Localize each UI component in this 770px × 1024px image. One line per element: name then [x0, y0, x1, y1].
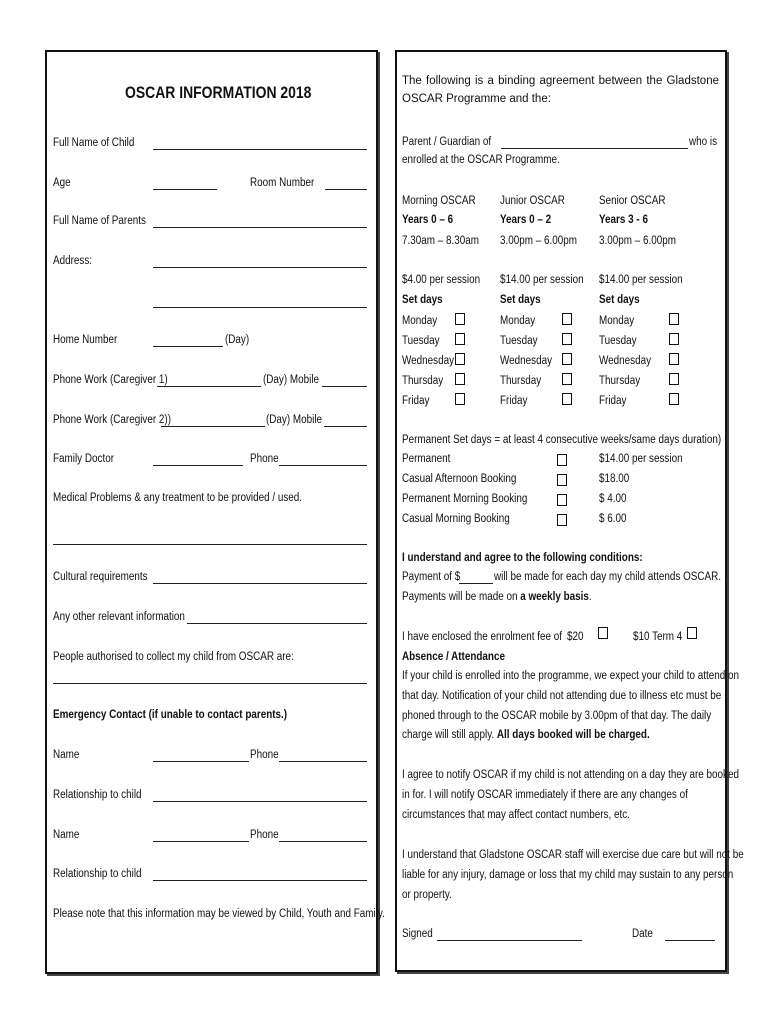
column-time: 7.30am – 8.30am [402, 235, 479, 247]
fee-20-checkbox[interactable] [598, 627, 608, 639]
age-label: Age [53, 177, 71, 189]
phone-work-2-label: Phone Work (Caregiver 2)) [53, 414, 171, 426]
relationship-2-field[interactable] [153, 880, 367, 881]
day-checkbox-wednesday[interactable] [562, 353, 572, 365]
agreement-panel [395, 50, 744, 972]
booking-checkbox[interactable] [557, 474, 567, 486]
booking-price: $ 4.00 [599, 493, 627, 505]
other-info-label: Any other relevant information [53, 611, 185, 623]
column-time: 3.00pm – 6.00pm [599, 235, 676, 247]
address-label: Address: [53, 255, 93, 267]
notify-line: in for. I will notify OSCAR immediately if there are any changes of [402, 789, 688, 801]
booking-label: Casual Morning Booking [402, 513, 510, 525]
column-name: Morning OSCAR [402, 195, 476, 207]
day-checkbox-thursday[interactable] [562, 373, 572, 385]
cultural-field[interactable] [153, 583, 367, 584]
column-years: Years 0 – 2 [500, 214, 552, 226]
authorised-field[interactable] [53, 683, 367, 684]
day-checkbox-monday[interactable] [562, 313, 572, 325]
permanent-note: Permanent Set days = at least 4 consecutive weeks/same days duration) [402, 434, 722, 446]
day-label-thursday: Thursday [402, 375, 444, 387]
day-checkbox-thursday[interactable] [455, 373, 465, 385]
fee-20-label: $20 [567, 631, 584, 643]
day-checkbox-tuesday[interactable] [669, 333, 679, 345]
column-set-days: Set days [402, 294, 443, 306]
date-label: Date [632, 928, 653, 940]
day-label-monday: Monday [402, 315, 438, 327]
payment-label-a: Payment of $ [402, 571, 461, 583]
mobile-2-field[interactable] [324, 426, 367, 427]
payment-amount-field[interactable] [459, 583, 493, 584]
home-number-label: Home Number [53, 334, 118, 346]
payment-label-b: will be made for each day my child attends OSCAR. [494, 571, 722, 583]
home-number-field[interactable] [153, 346, 223, 347]
column-price: $14.00 per session [500, 274, 584, 286]
form-title: OSCAR INFORMATION 2018 [125, 83, 312, 102]
care-line: I understand that Gladstone OSCAR staff will exercise due care but will not be [402, 849, 744, 861]
day-checkbox-wednesday[interactable] [455, 353, 465, 365]
medical-label: Medical Problems & any treatment to be provided / used. [53, 492, 303, 504]
absence-line: If your child is enrolled into the programme, we expect your child to attend on [402, 670, 739, 682]
phone-work-1-label: Phone Work (Caregiver 1) [53, 374, 168, 386]
room-number-field[interactable] [325, 189, 367, 190]
day-label-wednesday: Wednesday [402, 355, 455, 367]
enrolment-fee-label: I have enclosed the enrolment fee of [402, 631, 563, 643]
absence-line: phoned through to the OSCAR mobile by 3.00pm of that day. The daily [402, 710, 712, 722]
authorised-label: People authorised to collect my child from OSCAR are: [53, 651, 294, 663]
column-set-days: Set days [500, 294, 541, 306]
day-checkbox-tuesday[interactable] [562, 333, 572, 345]
booking-checkbox[interactable] [557, 514, 567, 526]
emergency-name-2-field[interactable] [153, 841, 249, 842]
notify-line: I agree to notify OSCAR if my child is not attending on a day they are booked [402, 769, 739, 781]
absence-heading: Absence / Attendance [402, 651, 505, 663]
privacy-note: Please note that this information may be viewed by Child, Youth and Family. [53, 908, 385, 920]
child-name-field[interactable] [501, 148, 688, 149]
fee-term4-checkbox[interactable] [687, 627, 697, 639]
emergency-name-1-label: Name [53, 749, 80, 761]
day-checkbox-friday[interactable] [669, 393, 679, 405]
day-checkbox-monday[interactable] [669, 313, 679, 325]
family-doctor-field[interactable] [153, 465, 243, 466]
signed-label: Signed [402, 928, 433, 940]
doctor-phone-label: Phone [250, 453, 279, 465]
date-field[interactable] [665, 940, 715, 941]
day-label-thursday: Thursday [599, 375, 641, 387]
day-label-thursday: Thursday [500, 375, 542, 387]
emergency-phone-2-field[interactable] [279, 841, 367, 842]
emergency-phone-1-field[interactable] [279, 761, 367, 762]
day-label-monday: Monday [599, 315, 635, 327]
phone-work-1-field[interactable] [157, 386, 261, 387]
care-line: or property. [402, 889, 452, 901]
full-name-child-field[interactable] [153, 149, 367, 150]
age-field[interactable] [153, 189, 217, 190]
day-label-tuesday: Tuesday [599, 335, 637, 347]
column-years: Years 0 – 6 [402, 214, 454, 226]
child-information-panel [45, 50, 385, 974]
phone-work-2-field[interactable] [161, 426, 265, 427]
day-label-friday: Friday [599, 395, 627, 407]
family-doctor-label: Family Doctor [53, 453, 115, 465]
booking-label: Permanent [402, 453, 451, 465]
mobile-1-field[interactable] [322, 386, 367, 387]
booking-price: $ 6.00 [599, 513, 627, 525]
absence-last-line: charge will still apply. All days booked will be charged. [402, 729, 650, 741]
emergency-phone-2-label: Phone [250, 829, 279, 841]
other-info-field[interactable] [187, 623, 367, 624]
day-checkbox-friday[interactable] [455, 393, 465, 405]
doctor-phone-field[interactable] [279, 465, 367, 466]
relationship-1-label: Relationship to child [53, 789, 142, 801]
who-is-label: who is [689, 136, 718, 148]
day-checkbox-wednesday[interactable] [669, 353, 679, 365]
column-name: Junior OSCAR [500, 195, 565, 207]
room-number-label: Room Number [250, 177, 315, 189]
fee-term4-label: $10 Term 4 [633, 631, 683, 643]
weekly-payment-text: Payments will be made on a weekly basis. [402, 591, 592, 603]
emergency-heading: Emergency Contact (if unable to contact parents.) [53, 709, 288, 721]
column-set-days: Set days [599, 294, 640, 306]
day-checkbox-friday[interactable] [562, 393, 572, 405]
notify-line: circumstances that may affect contact numbers, etc. [402, 809, 630, 821]
booking-label: Permanent Morning Booking [402, 493, 528, 505]
booking-checkbox[interactable] [557, 494, 567, 506]
medical-field[interactable] [53, 544, 367, 545]
column-price: $4.00 per session [402, 274, 481, 286]
booking-checkbox[interactable] [557, 454, 567, 466]
care-line: liable for any injury, damage or loss that my child may sustain to any person [402, 869, 734, 881]
address-field-1[interactable] [153, 267, 367, 268]
booking-label: Casual Afternoon Booking [402, 473, 517, 485]
day-label-monday: Monday [500, 315, 536, 327]
emergency-phone-1-label: Phone [250, 749, 279, 761]
day-label-friday: Friday [500, 395, 528, 407]
enrolled-text: enrolled at the OSCAR Programme. [402, 154, 560, 166]
signature-field[interactable] [437, 940, 582, 941]
relationship-2-label: Relationship to child [53, 868, 142, 880]
day-checkbox-monday[interactable] [455, 313, 465, 325]
column-time: 3.00pm – 6.00pm [500, 235, 577, 247]
full-name-child-label: Full Name of Child [53, 137, 135, 149]
intro-text: The following is a binding agreement between the Gladstone OSCAR Programme and the: [402, 75, 719, 105]
home-day-label: (Day) [225, 334, 250, 346]
emergency-name-1-field[interactable] [153, 761, 249, 762]
relationship-1-field[interactable] [153, 801, 367, 802]
full-name-parents-label: Full Name of Parents [53, 215, 146, 227]
booking-price: $18.00 [599, 473, 630, 485]
column-years: Years 3 - 6 [599, 214, 648, 226]
agree-heading: I understand and agree to the following conditions: [402, 552, 643, 564]
day-label-tuesday: Tuesday [500, 335, 538, 347]
day-mobile-1-label: (Day) Mobile [263, 374, 320, 386]
column-price: $14.00 per session [599, 274, 683, 286]
address-field-2[interactable] [153, 307, 367, 308]
booking-price: $14.00 per session [599, 453, 683, 465]
day-checkbox-thursday[interactable] [669, 373, 679, 385]
absence-line: that day. Notification of your child not attending due to illness etc must be [402, 690, 722, 702]
full-name-parents-field[interactable] [153, 227, 367, 228]
day-label-wednesday: Wednesday [500, 355, 553, 367]
parent-guardian-label: Parent / Guardian of [402, 136, 492, 148]
day-label-wednesday: Wednesday [599, 355, 652, 367]
day-mobile-2-label: (Day) Mobile [266, 414, 323, 426]
day-checkbox-tuesday[interactable] [455, 333, 465, 345]
day-label-tuesday: Tuesday [402, 335, 440, 347]
column-name: Senior OSCAR [599, 195, 666, 207]
day-label-friday: Friday [402, 395, 430, 407]
cultural-label: Cultural requirements [53, 571, 148, 583]
emergency-name-2-label: Name [53, 829, 80, 841]
